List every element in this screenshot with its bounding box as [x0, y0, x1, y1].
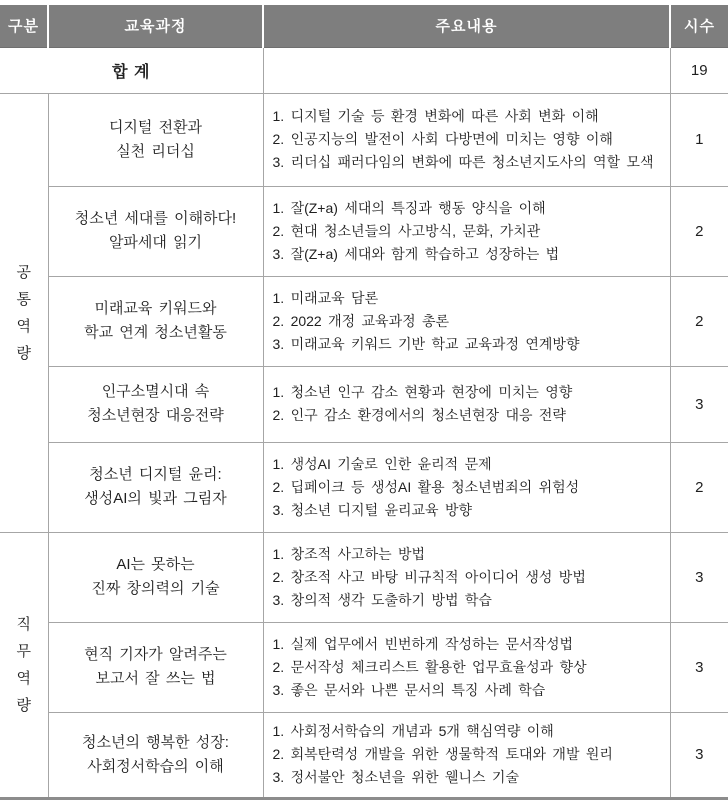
content-cell [263, 93, 670, 186]
course-table [0, 5, 728, 800]
content-item: 3. 정서불안 청소년을 위한 웰니스 기술 [272, 769, 519, 785]
hours-cell: 3 [670, 622, 728, 712]
curriculum-cell [48, 622, 263, 712]
content-item: 1. 창조적 사고하는 방법 [272, 545, 426, 562]
curriculum-line: 생성AI의 빛과 그림자 [84, 490, 227, 507]
course-row [0, 442, 728, 532]
col-header-curriculum: 교육과정 [48, 5, 263, 47]
content-item: 3. 좋은 문서와 나쁜 문서의 특징 사례 학습 [272, 681, 546, 698]
content-item: 1. 디지털 기술 등 환경 변화에 따른 사회 변화 이해 [272, 108, 599, 124]
total-row [0, 47, 728, 93]
content-item: 2. 문서작성 체크리스트 활용한 업무효율성과 향상 [272, 658, 587, 675]
section-name: 공통역량 [16, 263, 31, 362]
content-item: 3. 잘(Z+a) 세대와 함게 학습하고 성장하는 법 [272, 245, 560, 262]
curriculum-line: 청소년의 행복한 성장: [82, 733, 229, 751]
total-content-cell [263, 47, 670, 93]
header-row [0, 5, 728, 47]
content-cell [263, 186, 670, 276]
content-item: 1. 실제 업무에서 빈번하게 작성하는 문서작성법 [272, 635, 574, 652]
content-item: 2. 2022 개정 교육과정 총론 [272, 312, 450, 329]
content-item: 1. 미래교육 담론 [272, 289, 379, 306]
content-cell [263, 276, 670, 366]
total-label: 합 계 [0, 47, 263, 93]
curriculum-line: 학교 연계 청소년활동 [84, 324, 227, 341]
curriculum-line: 청소년현장 대응전략 [87, 407, 224, 424]
hours-cell: 1 [670, 93, 728, 186]
hours-cell: 2 [670, 186, 728, 276]
hours-cell: 3 [670, 366, 728, 442]
total-hours: 19 [670, 47, 728, 93]
curriculum-line: 디지털 전환과 [108, 118, 203, 136]
course-row [0, 712, 728, 798]
curriculum-cell [48, 712, 263, 798]
curriculum-line: 현직 기자가 알려주는 [84, 646, 227, 663]
curriculum-line: 알파세대 읽기 [108, 234, 203, 251]
course-row [0, 186, 728, 276]
content-item: 1. 사회정서학습의 개념과 5개 핵심역량 이해 [272, 723, 554, 739]
content-item: 2. 딥페이크 등 생성AI 활용 청소년범죄의 위험성 [272, 478, 580, 495]
hours-cell: 3 [670, 532, 728, 622]
curriculum-line: 청소년 디지털 윤리: [89, 466, 222, 483]
content-cell [263, 532, 670, 622]
curriculum-line: 보고서 잘 쓰는 법 [95, 670, 216, 687]
content-cell [263, 712, 670, 798]
col-header-content: 주요내용 [263, 5, 670, 47]
section-name: 직무역량 [16, 615, 31, 714]
course-row [0, 532, 728, 622]
content-item: 3. 리더십 패러다임의 변화에 따른 청소년지도사의 역할 모색 [272, 154, 654, 170]
curriculum-cell [48, 532, 263, 622]
content-item: 1. 잘(Z+a) 세대의 특징과 행동 양식을 이해 [272, 199, 546, 216]
curriculum-cell [48, 276, 263, 366]
content-cell [263, 442, 670, 532]
curriculum-line: 인구소멸시대 속 [101, 383, 210, 400]
course-row [0, 93, 728, 186]
hours-cell: 2 [670, 276, 728, 366]
content-cell [263, 366, 670, 442]
content-item: 2. 인구 감소 환경에서의 청소년현장 대응 전략 [272, 407, 566, 423]
course-row [0, 622, 728, 712]
curriculum-line: 사회정서학습의 이해 [87, 757, 224, 775]
section-category-cell [0, 93, 48, 532]
curriculum-line: 청소년 세대를 이해하다! [74, 210, 237, 227]
curriculum-line: 진짜 창의력의 기술 [91, 580, 220, 597]
curriculum-cell [48, 442, 263, 532]
hours-cell: 2 [670, 442, 728, 532]
curriculum-line: AI는 못하는 [116, 556, 195, 573]
content-item: 1. 청소년 인구 감소 현황과 현장에 미치는 영향 [272, 384, 573, 400]
hours-cell: 3 [670, 712, 728, 798]
content-item: 1. 생성AI 기술로 인한 윤리적 문제 [272, 455, 492, 472]
content-item: 2. 창조적 사고 바탕 비규칙적 아이디어 생성 방법 [272, 568, 586, 585]
content-item: 2. 회복탄력성 개발을 위한 생물학적 토대와 개발 원리 [272, 746, 613, 762]
curriculum-line: 미래교육 키워드와 [94, 300, 217, 317]
col-header-category: 구분 [0, 5, 48, 47]
content-cell [263, 622, 670, 712]
curriculum-cell [48, 366, 263, 442]
curriculum-line: 실천 리더십 [116, 142, 195, 160]
section-category-cell [0, 532, 48, 798]
content-item: 3. 청소년 디지털 윤리교육 방향 [272, 501, 473, 518]
content-item: 2. 인공지능의 발전이 사회 다방면에 미치는 영향 이해 [272, 131, 613, 147]
content-item: 2. 현대 청소년들의 사고방식, 문화, 가치관 [272, 222, 541, 239]
course-row [0, 366, 728, 442]
course-row [0, 276, 728, 366]
curriculum-cell [48, 186, 263, 276]
col-header-hours: 시수 [670, 5, 728, 47]
content-item: 3. 미래교육 키워드 기반 학교 교육과정 연계방향 [272, 335, 580, 352]
content-item: 3. 창의적 생각 도출하기 방법 학습 [272, 591, 492, 608]
curriculum-cell [48, 93, 263, 186]
